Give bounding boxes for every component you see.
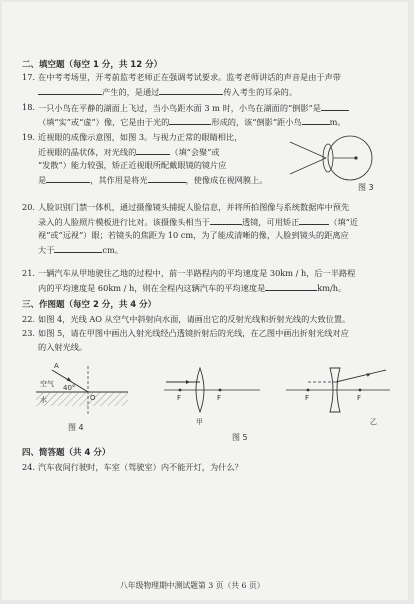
focus-left-jia: [179, 389, 182, 392]
section-2-header: 二、填空题（每空 1 分，共 12 分）: [22, 60, 163, 70]
exam-page: [2, 2, 408, 600]
q20-text-line3: 视”或“远视”）眼；若镜头的焦距为 10 cm，为了能成清晰的像，人脸到镜头的距离应: [38, 230, 349, 240]
concave-lens-diagram: [286, 368, 390, 426]
q18-blank-3: [302, 116, 330, 125]
q19-number: 19.: [22, 132, 36, 142]
focus-right-jia: [219, 389, 222, 392]
q20-number: 20.: [22, 202, 36, 212]
q24-number: 24.: [22, 462, 36, 472]
q22-number: 22.: [22, 314, 36, 324]
q20-blank-1: [210, 216, 242, 225]
diagram-yi-label: 乙: [370, 418, 377, 426]
q23-number: 23.: [22, 328, 36, 338]
focus-left-yi: [307, 389, 310, 392]
q21-text-line1: 一辆汽车从甲地驶往乙地的过程中，前一半路程内的平均速度是 30km / h，后一半路程: [38, 268, 356, 278]
q23-text-line2: 的入射光线。: [38, 342, 88, 352]
figure-5-lens-diagrams: [160, 360, 396, 444]
figure-5-label: 图 5: [232, 433, 248, 442]
section-3-header: 三、作图题（每空 2 分，共 4 分）: [22, 300, 157, 310]
focus-F-label-jia-right: F: [217, 394, 222, 402]
figure-4-label: 图 4: [68, 423, 84, 432]
focus-F-label-jia-left: F: [177, 394, 182, 402]
incident-ray-arrow: [67, 377, 72, 382]
q22-text: 如图 4，光线 AO 从空气中斜射向水面，请画出它的反射光线和折射光线的大致位置。: [38, 314, 351, 324]
focus-F-label-yi-left: F: [305, 394, 310, 402]
q17-number: 17.: [22, 72, 36, 82]
q19-text-line1: 近视眼的成像示意图，如图 3。与视力正常的眼睛相比，: [38, 132, 243, 142]
section-4-header: 四、简答题（共 4 分）: [22, 448, 111, 458]
focus-F-label-yi-right: F: [357, 394, 362, 402]
q17-text-line2: 产生的，是通过 传入考生的耳朵的。: [38, 86, 297, 98]
water-hatch: [36, 392, 128, 406]
q19-text-line2: 近视眼的晶状体，对光线的 （填“会聚”或: [38, 147, 220, 157]
figure-3-eye-diagram: [288, 134, 384, 194]
q21-number: 21.: [22, 268, 36, 278]
q17-blank-2: [159, 86, 223, 95]
q18-blank-2: [169, 116, 211, 125]
q19-blank-3: [148, 174, 186, 183]
q19-text-line3: “发散”）能力较强，矫正近视眼所配戴眼镜的镜片应: [38, 160, 227, 170]
incident-ray-jia-arrow: [186, 380, 190, 384]
q18-number: 18.: [22, 102, 36, 112]
q17-blank-1: [38, 86, 102, 95]
q20-blank-2: [299, 216, 329, 225]
q23-text-line1: 如图 5，请在甲图中画出入射光线经凸透镜折射后的光线，在乙图中画出折射光线对应: [38, 328, 349, 338]
q20-text-line2: 录入的人脸照片模板进行比对。该摄像头相当于 透镜，可用矫正 （填“近: [38, 217, 359, 227]
point-A-label: A: [54, 362, 59, 370]
page-footer: 八年级物理期中测试题第 3 页（共 6 页）: [120, 581, 265, 590]
q17-text-line1: 在中考考场里，开考前监考老师正在强调考试要求。监考老师讲话的声音是由于声带: [38, 72, 341, 82]
figure-3-label: 图 3: [358, 183, 374, 192]
q20-text-line4: 大于 cm。: [38, 245, 123, 255]
q21-blank-1: [265, 282, 317, 291]
q20-blank-3: [54, 244, 102, 253]
air-label: 空气: [40, 380, 54, 388]
q24-text: 汽车夜间行驶时，车室（驾驶室）内不能开灯，为什么？: [38, 462, 243, 472]
ray-upper: [290, 142, 326, 158]
q19-blank-1: [136, 146, 170, 155]
q21-text-line2: 内的平均速度是 60km / h，则在全程内这辆汽车的平均速度是 km/h。: [38, 283, 347, 293]
q18-text-line1: 一只小鸟在平静的湖面上飞过，当小鸟距水面 3 m 时，小鸟在湖面的“倒影”是: [38, 102, 349, 114]
point-O-label: O: [90, 394, 96, 402]
convex-lens-diagram: [164, 368, 260, 426]
diagram-jia-label: 甲: [196, 418, 203, 426]
focus-right-yi: [359, 389, 362, 392]
angle-label: 40°: [63, 384, 76, 392]
figure-4-reflection-diagram: [32, 354, 132, 434]
q20-text-line1: 人脸识别门禁一体机，通过摄像镜头捕捉人脸信息，并将所拍图像与系统数据库中预先: [38, 202, 350, 212]
refracted-ray-yi: [336, 370, 386, 382]
q18-blank-1: [321, 102, 349, 111]
focus-point: [354, 156, 357, 159]
q18-text-line2: （填“实”或“虚”）像，它是由于光的 形成的，该“倒影”距小鸟 m。: [38, 117, 346, 127]
water-label: 水: [40, 396, 47, 404]
q19-text-line4: 是 ，其作用是将光 ，使像成在视网膜上。: [38, 175, 268, 185]
refracted-ray-yi-arrow: [366, 373, 371, 376]
q19-blank-2: [46, 174, 90, 183]
ray-lower: [290, 158, 326, 174]
